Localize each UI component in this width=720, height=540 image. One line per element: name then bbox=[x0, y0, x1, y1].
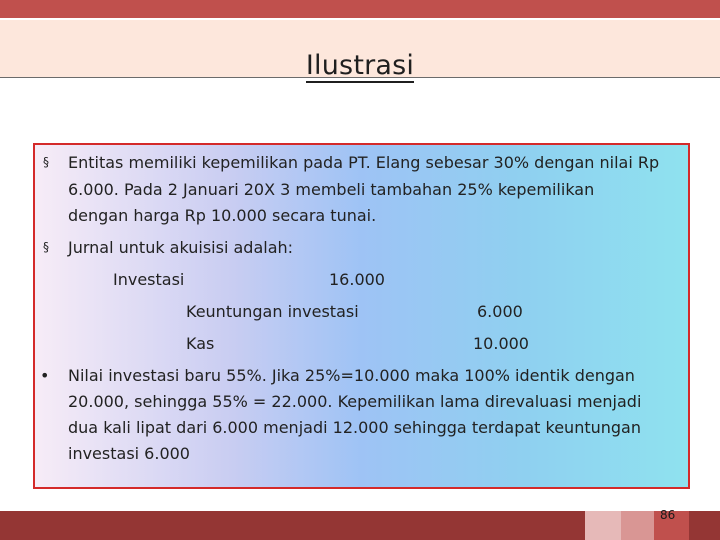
journal-credit1-account: Keuntungan investasi bbox=[186, 302, 359, 321]
top-accent-strip bbox=[0, 0, 720, 18]
footer-main-block bbox=[0, 511, 585, 540]
top-decoration-bar bbox=[0, 0, 720, 20]
bullet3-line-2: 20.000, sehingga 55% = 22.000. Kepemilikan lama direvaluasi menjadi bbox=[68, 392, 642, 411]
bullet-marker-1: § bbox=[43, 155, 49, 169]
bullet1-line-1: Entitas memiliki kepemilikan pada PT. Elang sebesar 30% dengan nilai Rp bbox=[68, 153, 660, 172]
bullet1-line-2: 6.000. Pada 2 Januari 20X 3 membeli tambahan 25% kepemilikan bbox=[68, 180, 595, 199]
footer-block-light bbox=[585, 511, 621, 540]
bullet1-line-3: dengan harga Rp 10.000 secara tunai. bbox=[68, 206, 377, 225]
footer-block-dark bbox=[689, 511, 720, 540]
bullet-marker-2: § bbox=[43, 240, 49, 254]
journal-credit1-amount: 6.000 bbox=[477, 302, 523, 321]
bullet3-line-1: Nilai investasi baru 55%. Jika 25%=10.000 maka 100% identik dengan bbox=[68, 366, 635, 385]
footer-bar bbox=[0, 511, 720, 540]
bullet2-text: Jurnal untuk akuisisi adalah: bbox=[68, 238, 294, 257]
slide-title-container bbox=[0, 50, 720, 81]
footer-block-medium bbox=[621, 511, 654, 540]
slide-title: Ilustrasi bbox=[305, 50, 415, 81]
page-number: 86 bbox=[660, 508, 676, 522]
journal-debit-account: Investasi bbox=[113, 270, 185, 289]
bullet3-line-3: dua kali lipat dari 6.000 menjadi 12.000 sehingga terdapat keuntungan bbox=[68, 418, 641, 437]
bullet3-line-4: investasi 6.000 bbox=[68, 444, 190, 463]
journal-credit2-amount: 10.000 bbox=[473, 334, 529, 353]
journal-credit2-account: Kas bbox=[186, 334, 215, 353]
bullet-marker-3: • bbox=[40, 366, 50, 385]
journal-debit-amount: 16.000 bbox=[329, 270, 385, 289]
